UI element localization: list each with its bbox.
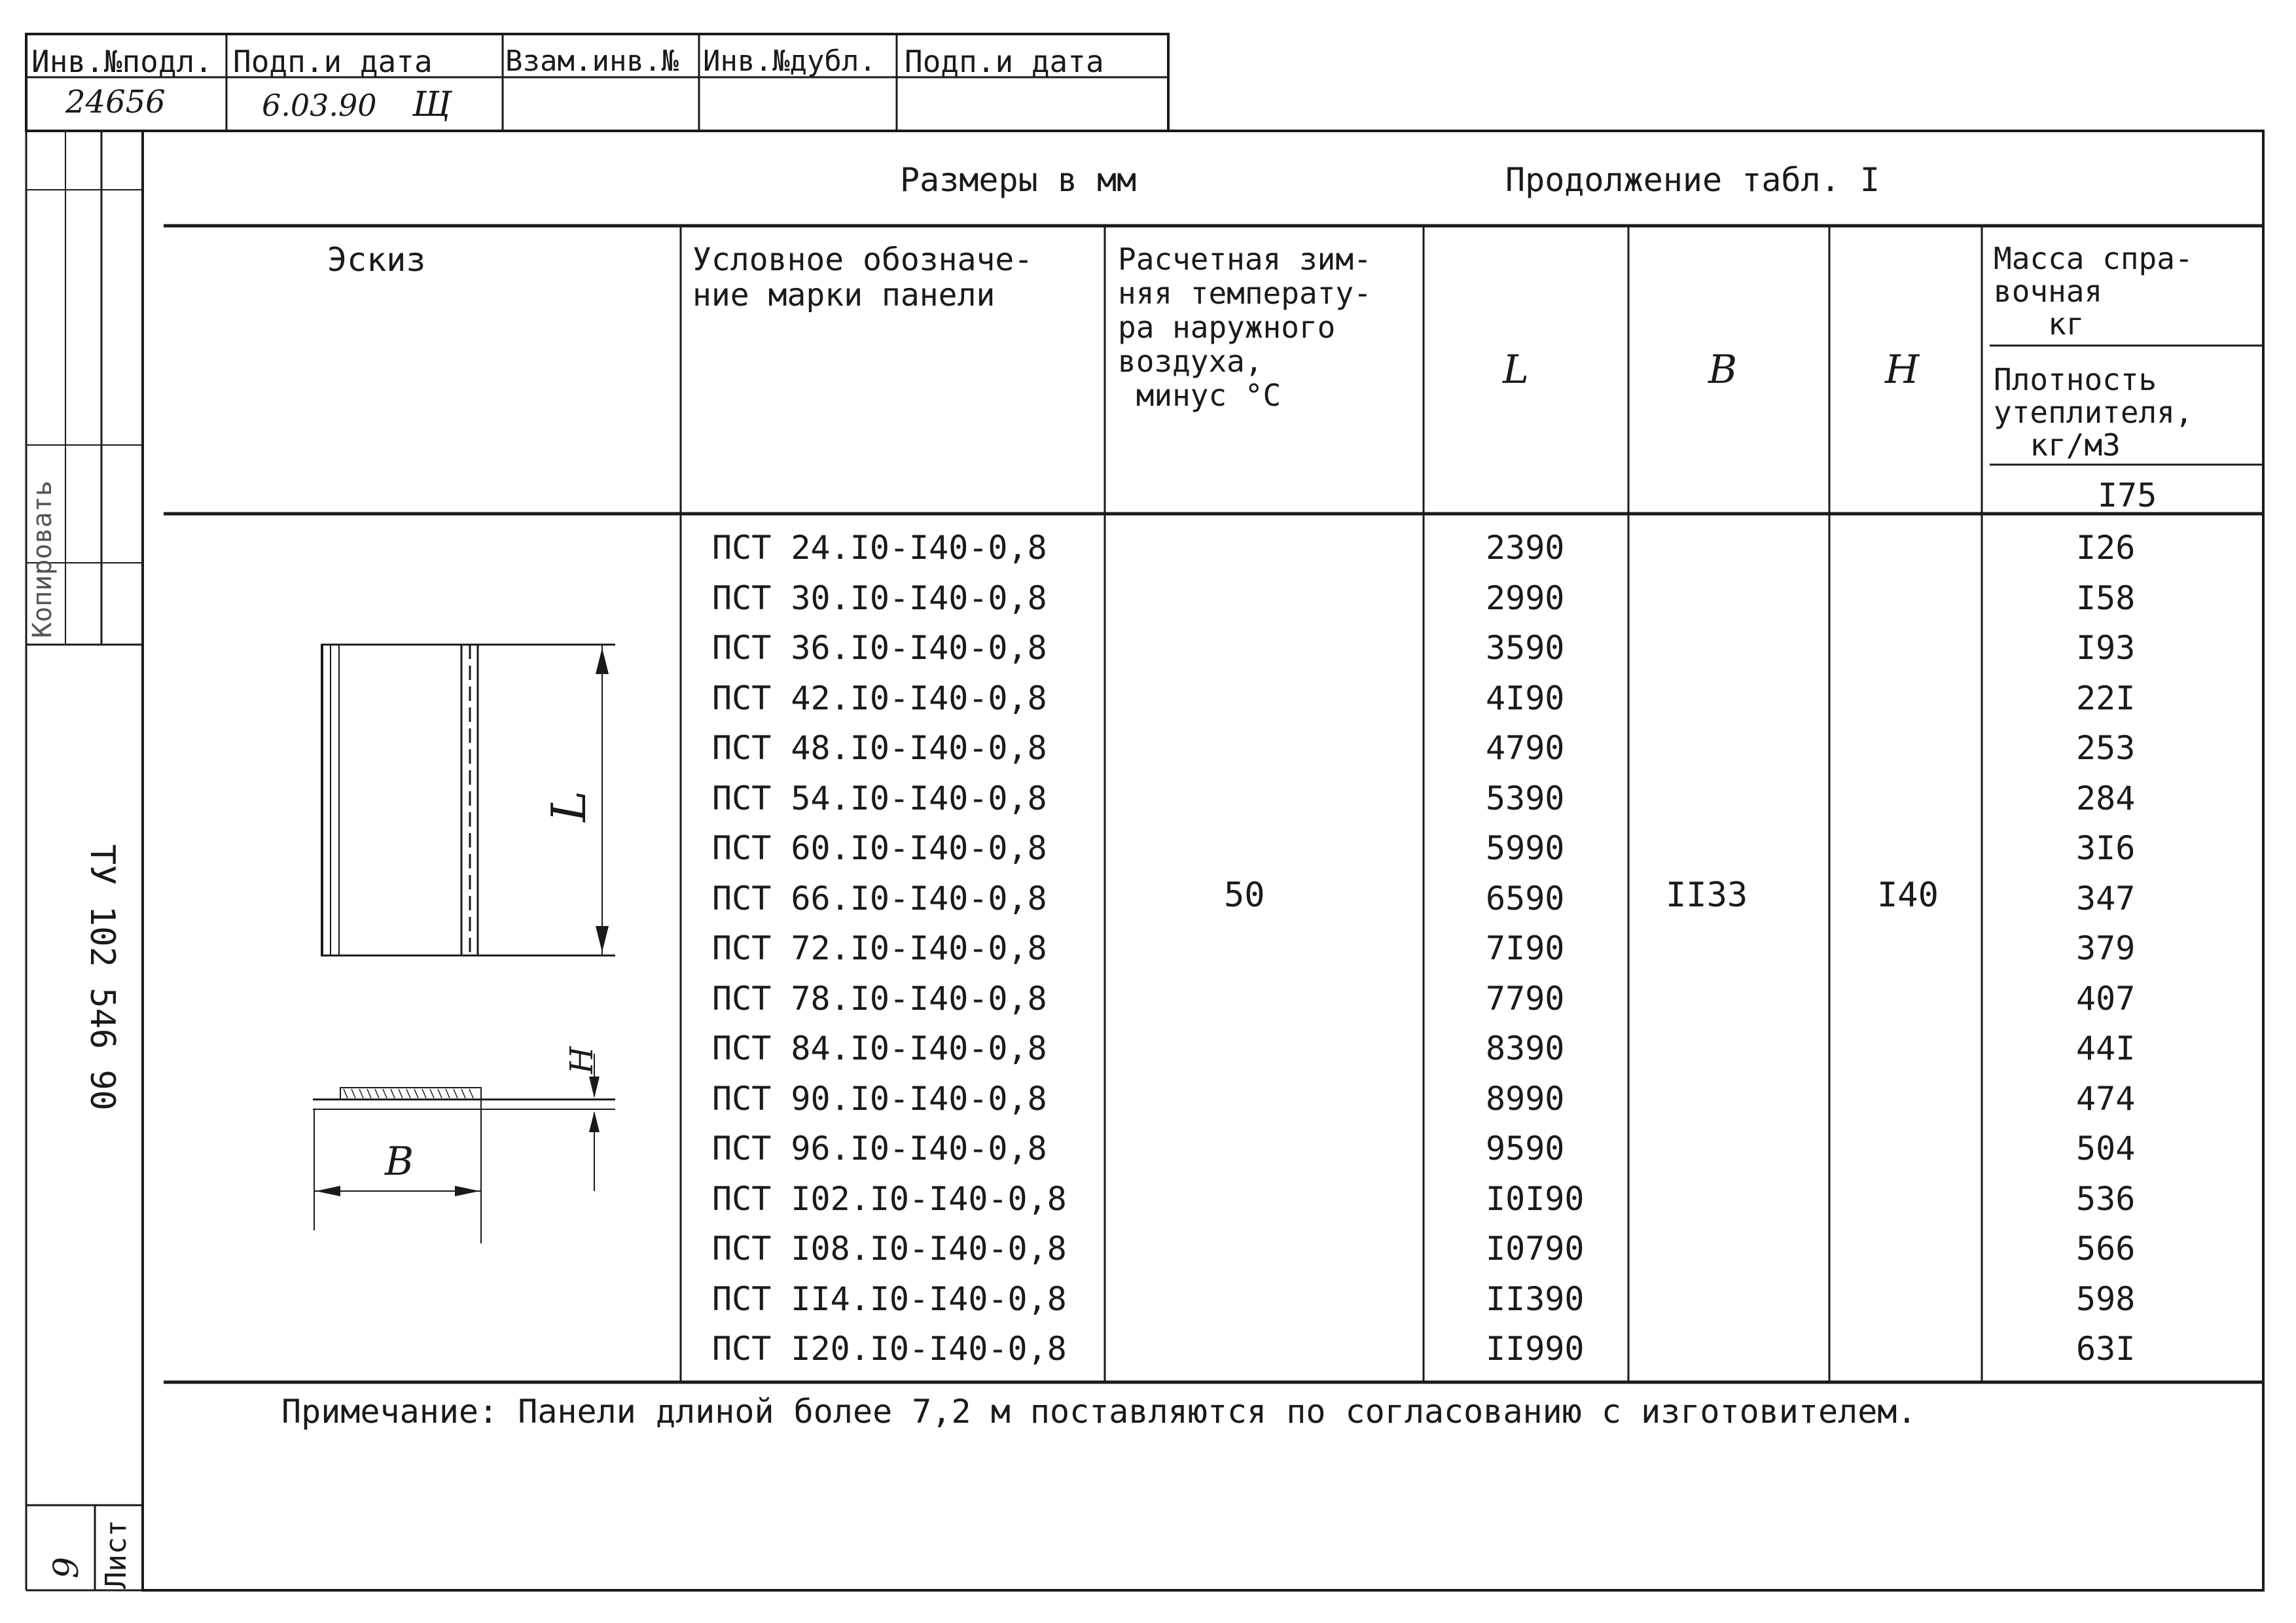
panel-length: 8390 — [1486, 1029, 1565, 1067]
panel-mass: 474 — [2076, 1079, 2136, 1118]
header-width: B — [1708, 347, 1738, 393]
panel-mass: 407 — [2076, 979, 2136, 1018]
continuation-caption: Продолжение табл. I — [1505, 161, 1880, 199]
table-note: Примечание: Панели длиной более 7,2 м поставляются по согласованию с изготовителем. — [281, 1393, 1917, 1431]
panel-length: II390 — [1486, 1279, 1585, 1318]
panel-mass: I26 — [2076, 529, 2136, 567]
panel-mark: ПСТ 36.I0-I40-0,8 — [712, 629, 1047, 667]
panel-mass: 3I6 — [2076, 829, 2136, 867]
side-sheet-number: 9 — [47, 1556, 86, 1578]
panel-mass: I93 — [2076, 629, 2136, 667]
sketch-label-width: B — [385, 1139, 414, 1185]
stamp-inv-number: 24656 — [65, 84, 166, 120]
panel-length: 4I90 — [1486, 679, 1565, 717]
panel-mark: ПСТ 66.I0-I40-0,8 — [712, 879, 1047, 918]
panel-length: I0I90 — [1486, 1179, 1585, 1218]
temperature-value: 50 — [1224, 876, 1265, 915]
header-mark: Условное обозначе- ние марки панели — [692, 241, 1033, 313]
panel-mark: ПСТ 30.I0-I40-0,8 — [712, 579, 1047, 617]
panel-mark: ПСТ II4.I0-I40-0,8 — [712, 1279, 1067, 1318]
panel-mass: 284 — [2076, 779, 2136, 817]
panel-mark: ПСТ 24.I0-I40-0,8 — [712, 529, 1047, 567]
panel-mass: 44I — [2076, 1029, 2136, 1067]
panel-length: 3590 — [1486, 629, 1565, 667]
stamp-header-replace-inv: Взам.инв.№ — [505, 45, 679, 78]
panel-length: 8990 — [1486, 1079, 1565, 1118]
panel-mark: ПСТ 90.I0-I40-0,8 — [712, 1079, 1047, 1118]
panel-length: II990 — [1486, 1330, 1585, 1368]
side-rotated-label: Копировать — [27, 480, 58, 638]
panel-length: I0790 — [1486, 1230, 1585, 1268]
panel-mark: ПСТ I02.I0-I40-0,8 — [712, 1179, 1067, 1218]
header-sketch: Эскиз — [327, 241, 426, 279]
panel-mark: ПСТ 72.I0-I40-0,8 — [712, 929, 1047, 967]
panel-length: 6590 — [1486, 879, 1565, 918]
panel-length: 7I90 — [1486, 929, 1565, 967]
panel-sketch-section — [313, 1054, 615, 1243]
panel-mass: 504 — [2076, 1130, 2136, 1168]
panel-mass: 566 — [2076, 1230, 2136, 1268]
side-sheet-label: Лист — [99, 1520, 133, 1589]
header-density: Плотность утеплителя, кг/м3 — [1994, 362, 2193, 463]
stamp-sign-date: 6.03.90 — [262, 88, 377, 123]
panel-length: 2990 — [1486, 579, 1565, 617]
panel-mass: 379 — [2076, 929, 2136, 967]
panel-length: 7790 — [1486, 979, 1565, 1018]
panel-mark: ПСТ 84.I0-I40-0,8 — [712, 1029, 1047, 1067]
stamp-header-inv-dup: Инв.№дубл. — [703, 45, 876, 78]
panel-length: 5990 — [1486, 829, 1565, 867]
panel-mass: 347 — [2076, 879, 2136, 918]
stamp-header-sign-date-2: Подп.и дата — [905, 44, 1104, 79]
panel-mark: ПСТ 42.I0-I40-0,8 — [712, 679, 1047, 717]
panel-length: 9590 — [1486, 1130, 1565, 1168]
panel-mass: I58 — [2076, 579, 2136, 617]
panel-mark: ПСТ 60.I0-I40-0,8 — [712, 829, 1047, 867]
height-value: I40 — [1877, 876, 1939, 915]
header-length: L — [1503, 347, 1529, 393]
panel-mass: 598 — [2076, 1279, 2136, 1318]
density-value: I75 — [2098, 476, 2157, 514]
header-temperature: Расчетная зим- няя температу- ра наружного воздуха, минус °С — [1118, 241, 1372, 413]
panel-mark: ПСТ 54.I0-I40-0,8 — [712, 779, 1047, 817]
panel-mass: 253 — [2076, 729, 2136, 767]
sketch-label-height: H — [563, 1046, 600, 1074]
stamp-header-sign-date-1: Подп.и дата — [233, 44, 433, 79]
stamp-header-inv-orig: Инв.№подл. — [31, 44, 213, 79]
panel-length: 2390 — [1486, 529, 1565, 567]
header-mass: Масса спра- вочная кг — [1994, 241, 2193, 342]
width-value: II33 — [1666, 876, 1748, 915]
panel-mark: ПСТ I20.I0-I40-0,8 — [712, 1330, 1067, 1368]
panel-mark: ПСТ 48.I0-I40-0,8 — [712, 729, 1047, 767]
panel-mark: ПСТ 78.I0-I40-0,8 — [712, 979, 1047, 1018]
panel-mass: 536 — [2076, 1179, 2136, 1218]
panel-mass: 63I — [2076, 1330, 2136, 1368]
sketch-label-length: L — [541, 791, 596, 822]
panel-mass: 22I — [2076, 679, 2136, 717]
side-document-code: ТУ 102 546 90 — [82, 844, 122, 1111]
header-height: H — [1885, 347, 1920, 393]
stamp-signature: Щ — [412, 85, 452, 124]
panel-length: 5390 — [1486, 779, 1565, 817]
panel-length: 4790 — [1486, 729, 1565, 767]
panel-mark: ПСТ I08.I0-I40-0,8 — [712, 1230, 1067, 1268]
panel-mark: ПСТ 96.I0-I40-0,8 — [712, 1130, 1047, 1168]
units-caption: Размеры в мм — [900, 161, 1137, 199]
